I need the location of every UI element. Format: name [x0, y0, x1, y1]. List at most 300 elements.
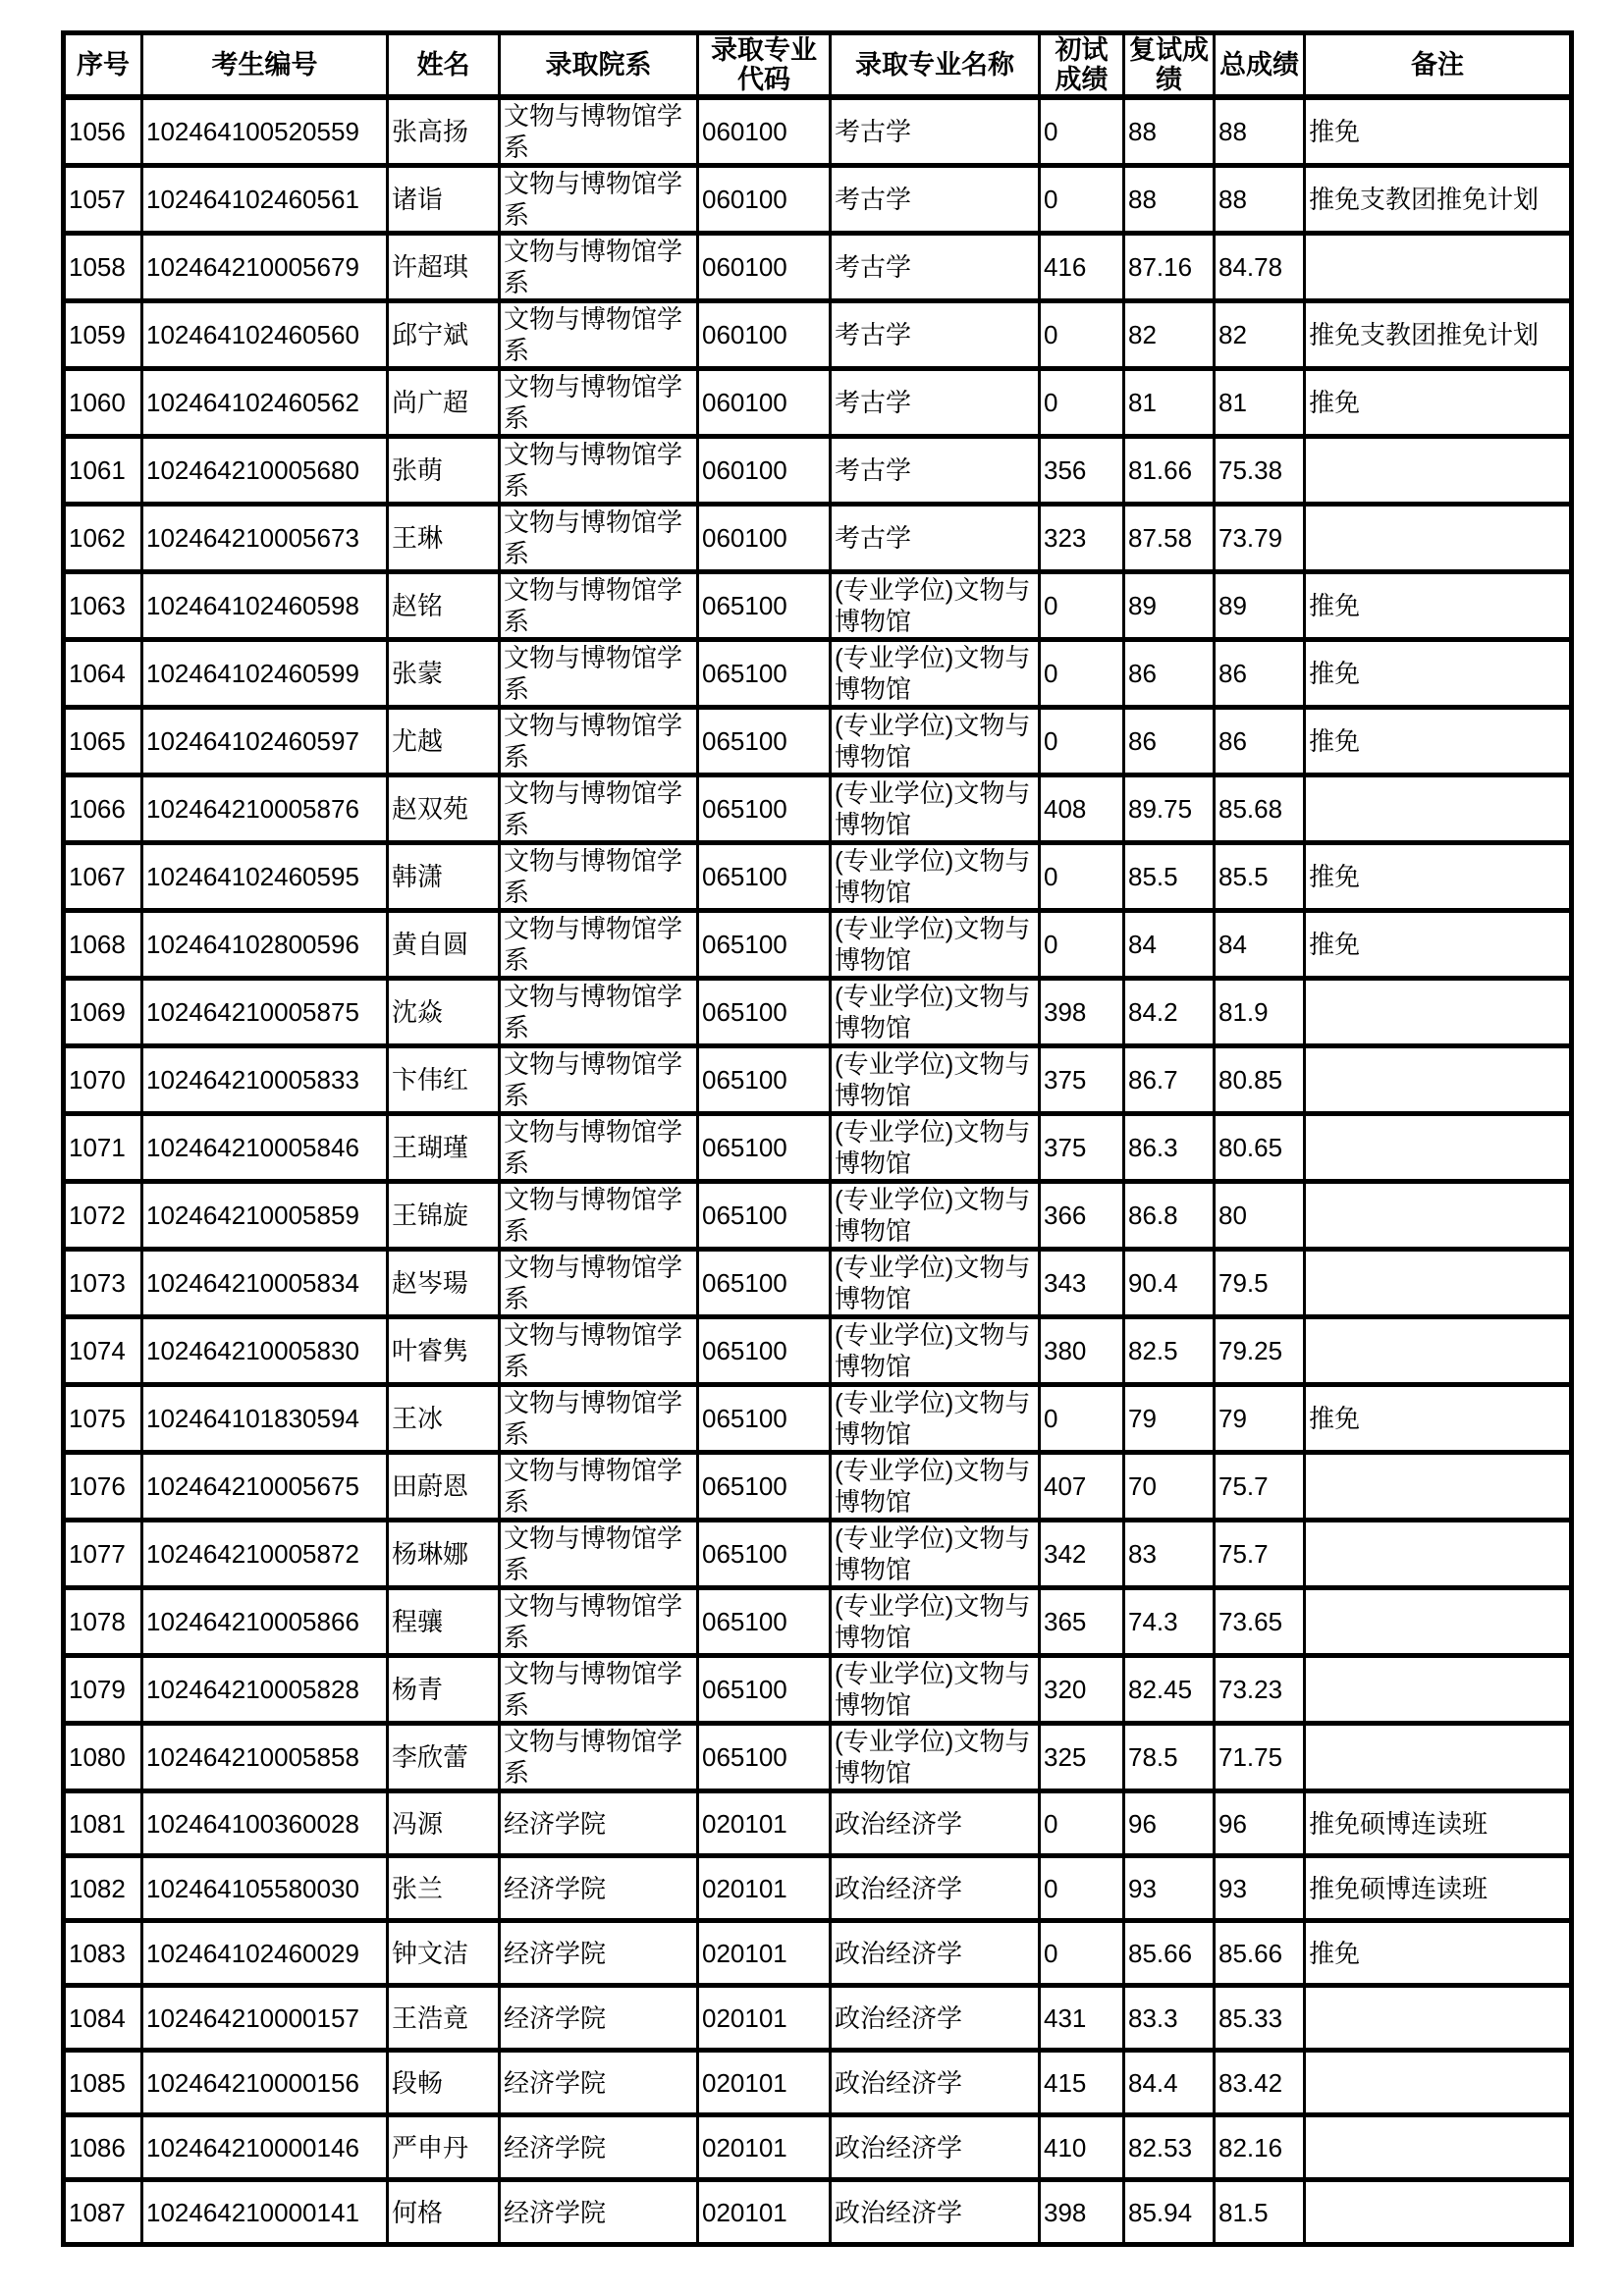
cell-candidate-id: 102464102800596	[142, 911, 388, 979]
cell-candidate-id: 102464102460595	[142, 843, 388, 911]
cell-prelim-score: 398	[1040, 2180, 1124, 2245]
cell-major-code: 065100	[698, 1588, 831, 1656]
cell-note: 推免	[1305, 1921, 1572, 1986]
cell-note	[1305, 1453, 1572, 1521]
cell-note	[1305, 1046, 1572, 1114]
cell-prelim-score: 366	[1040, 1182, 1124, 1250]
cell-retest-score: 84.4	[1124, 2051, 1215, 2115]
cell-retest-score: 84	[1124, 911, 1215, 979]
cell-retest-score: 79	[1124, 1385, 1215, 1453]
cell-seq: 1080	[64, 1724, 142, 1791]
cell-name: 叶睿隽	[388, 1317, 500, 1385]
cell-department: 文物与博物馆学系	[500, 640, 698, 708]
cell-total-score: 73.79	[1215, 505, 1305, 572]
cell-department: 文物与博物馆学系	[500, 1588, 698, 1656]
cell-retest-score: 85.5	[1124, 843, 1215, 911]
cell-name: 王冰	[388, 1385, 500, 1453]
cell-name: 尚广超	[388, 369, 500, 437]
table-row	[64, 1856, 1572, 1921]
cell-total-score: 79.25	[1215, 1317, 1305, 1385]
table-row	[64, 775, 1572, 843]
header-row	[64, 33, 1572, 98]
cell-prelim-score: 398	[1040, 979, 1124, 1046]
cell-department: 经济学院	[500, 2115, 698, 2180]
cell-retest-score: 84.2	[1124, 979, 1215, 1046]
cell-major-name: 考古学	[831, 505, 1040, 572]
cell-retest-score: 70	[1124, 1453, 1215, 1521]
cell-department: 文物与博物馆学系	[500, 572, 698, 640]
table-row	[64, 97, 1572, 166]
cell-major-code: 020101	[698, 2180, 831, 2245]
cell-total-score: 81.5	[1215, 2180, 1305, 2245]
cell-total-score: 79.5	[1215, 1250, 1305, 1317]
table-row	[64, 1453, 1572, 1521]
cell-name: 许超琪	[388, 234, 500, 301]
cell-total-score: 86	[1215, 640, 1305, 708]
cell-major-name: (专业学位)文物与博物馆	[831, 1250, 1040, 1317]
cell-prelim-score: 415	[1040, 2051, 1124, 2115]
table-row	[64, 640, 1572, 708]
cell-prelim-score: 375	[1040, 1114, 1124, 1182]
cell-retest-score: 81	[1124, 369, 1215, 437]
cell-seq: 1071	[64, 1114, 142, 1182]
cell-name: 诸诣	[388, 166, 500, 234]
cell-department: 经济学院	[500, 1986, 698, 2051]
cell-major-code: 065100	[698, 1250, 831, 1317]
cell-major-name: 政治经济学	[831, 2180, 1040, 2245]
cell-name: 杨琳娜	[388, 1521, 500, 1588]
cell-department: 文物与博物馆学系	[500, 1521, 698, 1588]
cell-seq: 1065	[64, 708, 142, 775]
cell-major-code: 065100	[698, 1724, 831, 1791]
cell-note	[1305, 2051, 1572, 2115]
cell-major-code: 020101	[698, 2115, 831, 2180]
cell-candidate-id: 102464101830594	[142, 1385, 388, 1453]
cell-candidate-id: 102464210000156	[142, 2051, 388, 2115]
cell-seq: 1064	[64, 640, 142, 708]
table-row	[64, 1724, 1572, 1791]
cell-note: 推免	[1305, 97, 1572, 166]
cell-prelim-score: 0	[1040, 1921, 1124, 1986]
cell-retest-score: 87.16	[1124, 234, 1215, 301]
cell-department: 经济学院	[500, 1856, 698, 1921]
cell-total-score: 75.7	[1215, 1453, 1305, 1521]
cell-name: 王瑚瑾	[388, 1114, 500, 1182]
table-row	[64, 1317, 1572, 1385]
cell-major-code: 065100	[698, 1046, 831, 1114]
cell-name: 尤越	[388, 708, 500, 775]
cell-candidate-id: 102464210005876	[142, 775, 388, 843]
cell-major-name: (专业学位)文物与博物馆	[831, 775, 1040, 843]
cell-prelim-score: 416	[1040, 234, 1124, 301]
cell-name: 赵岑瑒	[388, 1250, 500, 1317]
cell-seq: 1067	[64, 843, 142, 911]
cell-name: 黄自圆	[388, 911, 500, 979]
cell-note	[1305, 2115, 1572, 2180]
table-row	[64, 911, 1572, 979]
cell-prelim-score: 320	[1040, 1656, 1124, 1724]
cell-candidate-id: 102464102460562	[142, 369, 388, 437]
cell-major-code: 060100	[698, 166, 831, 234]
cell-seq: 1077	[64, 1521, 142, 1588]
cell-prelim-score: 0	[1040, 572, 1124, 640]
cell-retest-score: 83.3	[1124, 1986, 1215, 2051]
cell-candidate-id: 102464210000141	[142, 2180, 388, 2245]
cell-department: 文物与博物馆学系	[500, 369, 698, 437]
cell-prelim-score: 375	[1040, 1046, 1124, 1114]
cell-department: 文物与博物馆学系	[500, 1453, 698, 1521]
header-major-code: 录取专业代码	[698, 33, 831, 98]
cell-major-name: (专业学位)文物与博物馆	[831, 843, 1040, 911]
header-retest-score: 复试成绩	[1124, 33, 1215, 98]
cell-total-score: 83.42	[1215, 2051, 1305, 2115]
cell-candidate-id: 102464210005834	[142, 1250, 388, 1317]
cell-candidate-id: 102464105580030	[142, 1856, 388, 1921]
cell-candidate-id: 102464210005872	[142, 1521, 388, 1588]
cell-name: 田蔚恩	[388, 1453, 500, 1521]
table-row	[64, 1385, 1572, 1453]
table-row	[64, 1588, 1572, 1656]
cell-note: 推免	[1305, 708, 1572, 775]
cell-major-name: 考古学	[831, 166, 1040, 234]
cell-candidate-id: 102464210005830	[142, 1317, 388, 1385]
cell-retest-score: 93	[1124, 1856, 1215, 1921]
cell-seq: 1066	[64, 775, 142, 843]
cell-note	[1305, 437, 1572, 505]
table-row	[64, 437, 1572, 505]
cell-prelim-score: 0	[1040, 640, 1124, 708]
cell-department: 文物与博物馆学系	[500, 775, 698, 843]
cell-candidate-id: 102464210005680	[142, 437, 388, 505]
cell-prelim-score: 0	[1040, 369, 1124, 437]
cell-total-score: 75.38	[1215, 437, 1305, 505]
cell-seq: 1056	[64, 97, 142, 166]
cell-department: 文物与博物馆学系	[500, 166, 698, 234]
table-row	[64, 2115, 1572, 2180]
cell-major-name: 政治经济学	[831, 1921, 1040, 1986]
cell-candidate-id: 102464210005673	[142, 505, 388, 572]
cell-major-name: (专业学位)文物与博物馆	[831, 1588, 1040, 1656]
cell-retest-score: 86	[1124, 640, 1215, 708]
cell-note: 推免	[1305, 369, 1572, 437]
cell-retest-score: 88	[1124, 166, 1215, 234]
cell-major-name: (专业学位)文物与博物馆	[831, 640, 1040, 708]
cell-note	[1305, 1114, 1572, 1182]
cell-total-score: 85.68	[1215, 775, 1305, 843]
cell-major-code: 065100	[698, 572, 831, 640]
table-row	[64, 572, 1572, 640]
cell-name: 邱宁斌	[388, 301, 500, 369]
cell-major-name: 考古学	[831, 437, 1040, 505]
cell-major-code: 065100	[698, 979, 831, 1046]
cell-prelim-score: 356	[1040, 437, 1124, 505]
cell-major-name: (专业学位)文物与博物馆	[831, 1521, 1040, 1588]
cell-major-name: 考古学	[831, 234, 1040, 301]
cell-total-score: 81	[1215, 369, 1305, 437]
cell-major-code: 065100	[698, 708, 831, 775]
cell-candidate-id: 102464102460561	[142, 166, 388, 234]
cell-major-name: 政治经济学	[831, 2115, 1040, 2180]
cell-retest-score: 83	[1124, 1521, 1215, 1588]
cell-major-name: 政治经济学	[831, 1986, 1040, 2051]
cell-major-name: (专业学位)文物与博物馆	[831, 1317, 1040, 1385]
cell-retest-score: 81.66	[1124, 437, 1215, 505]
cell-prelim-score: 380	[1040, 1317, 1124, 1385]
cell-major-name: 考古学	[831, 301, 1040, 369]
cell-department: 文物与博物馆学系	[500, 301, 698, 369]
cell-prelim-score: 0	[1040, 301, 1124, 369]
cell-retest-score: 89	[1124, 572, 1215, 640]
cell-major-code: 065100	[698, 1182, 831, 1250]
cell-prelim-score: 0	[1040, 1856, 1124, 1921]
cell-note	[1305, 234, 1572, 301]
cell-major-name: (专业学位)文物与博物馆	[831, 1182, 1040, 1250]
cell-prelim-score: 343	[1040, 1250, 1124, 1317]
cell-major-code: 020101	[698, 1791, 831, 1856]
cell-department: 文物与博物馆学系	[500, 505, 698, 572]
cell-department: 文物与博物馆学系	[500, 843, 698, 911]
cell-candidate-id: 102464100520559	[142, 97, 388, 166]
cell-department: 文物与博物馆学系	[500, 1114, 698, 1182]
header-department: 录取院系	[500, 33, 698, 98]
cell-total-score: 73.65	[1215, 1588, 1305, 1656]
cell-retest-score: 82.45	[1124, 1656, 1215, 1724]
cell-note	[1305, 1656, 1572, 1724]
cell-major-code: 065100	[698, 1317, 831, 1385]
cell-candidate-id: 102464102460598	[142, 572, 388, 640]
cell-prelim-score: 325	[1040, 1724, 1124, 1791]
cell-major-code: 060100	[698, 97, 831, 166]
cell-candidate-id: 102464210005875	[142, 979, 388, 1046]
cell-department: 经济学院	[500, 1921, 698, 1986]
table-row	[64, 166, 1572, 234]
cell-major-code: 060100	[698, 437, 831, 505]
table-row	[64, 979, 1572, 1046]
cell-note	[1305, 505, 1572, 572]
cell-prelim-score: 408	[1040, 775, 1124, 843]
cell-retest-score: 87.58	[1124, 505, 1215, 572]
table-row	[64, 843, 1572, 911]
table-row	[64, 1046, 1572, 1114]
cell-candidate-id: 102464210005859	[142, 1182, 388, 1250]
cell-note	[1305, 2180, 1572, 2245]
cell-department: 文物与博物馆学系	[500, 1317, 698, 1385]
cell-retest-score: 85.94	[1124, 2180, 1215, 2245]
cell-candidate-id: 102464100360028	[142, 1791, 388, 1856]
cell-major-name: 政治经济学	[831, 1856, 1040, 1921]
cell-prelim-score: 0	[1040, 166, 1124, 234]
cell-major-code: 020101	[698, 1921, 831, 1986]
cell-department: 文物与博物馆学系	[500, 979, 698, 1046]
cell-major-code: 065100	[698, 775, 831, 843]
table-row	[64, 1986, 1572, 2051]
cell-major-name: (专业学位)文物与博物馆	[831, 1114, 1040, 1182]
cell-total-score: 80	[1215, 1182, 1305, 1250]
cell-major-name: (专业学位)文物与博物馆	[831, 1385, 1040, 1453]
cell-seq: 1068	[64, 911, 142, 979]
cell-seq: 1083	[64, 1921, 142, 1986]
cell-retest-score: 78.5	[1124, 1724, 1215, 1791]
cell-major-code: 020101	[698, 1986, 831, 2051]
cell-major-code: 065100	[698, 911, 831, 979]
cell-note	[1305, 1521, 1572, 1588]
cell-major-code: 065100	[698, 1521, 831, 1588]
cell-note: 推免	[1305, 911, 1572, 979]
cell-seq: 1082	[64, 1856, 142, 1921]
cell-major-code: 065100	[698, 640, 831, 708]
cell-department: 文物与博物馆学系	[500, 708, 698, 775]
cell-retest-score: 82	[1124, 301, 1215, 369]
header-candidate-id: 考生编号	[142, 33, 388, 98]
cell-prelim-score: 410	[1040, 2115, 1124, 2180]
admission-table	[61, 30, 1574, 2247]
cell-prelim-score: 0	[1040, 1385, 1124, 1453]
table-row	[64, 505, 1572, 572]
cell-major-name: (专业学位)文物与博物馆	[831, 572, 1040, 640]
cell-major-name: (专业学位)文物与博物馆	[831, 979, 1040, 1046]
cell-retest-score: 90.4	[1124, 1250, 1215, 1317]
cell-name: 何格	[388, 2180, 500, 2245]
cell-department: 经济学院	[500, 1791, 698, 1856]
cell-retest-score: 88	[1124, 97, 1215, 166]
cell-candidate-id: 102464210005675	[142, 1453, 388, 1521]
cell-candidate-id: 102464102460597	[142, 708, 388, 775]
cell-department: 文物与博物馆学系	[500, 437, 698, 505]
cell-total-score: 85.5	[1215, 843, 1305, 911]
header-note: 备注	[1305, 33, 1572, 98]
cell-major-name: 考古学	[831, 369, 1040, 437]
cell-name: 冯源	[388, 1791, 500, 1856]
cell-name: 沈焱	[388, 979, 500, 1046]
cell-total-score: 79	[1215, 1385, 1305, 1453]
cell-candidate-id: 102464210005846	[142, 1114, 388, 1182]
cell-department: 文物与博物馆学系	[500, 1182, 698, 1250]
cell-department: 文物与博物馆学系	[500, 234, 698, 301]
cell-seq: 1057	[64, 166, 142, 234]
cell-department: 文物与博物馆学系	[500, 1250, 698, 1317]
cell-seq: 1076	[64, 1453, 142, 1521]
cell-note: 推免硕博连读班	[1305, 1856, 1572, 1921]
cell-name: 赵双苑	[388, 775, 500, 843]
cell-seq: 1072	[64, 1182, 142, 1250]
cell-department: 经济学院	[500, 2180, 698, 2245]
cell-name: 卞伟红	[388, 1046, 500, 1114]
cell-prelim-score: 431	[1040, 1986, 1124, 2051]
cell-name: 王浩竟	[388, 1986, 500, 2051]
table-row	[64, 1250, 1572, 1317]
cell-prelim-score: 342	[1040, 1521, 1124, 1588]
cell-total-score: 96	[1215, 1791, 1305, 1856]
cell-name: 钟文洁	[388, 1921, 500, 1986]
cell-major-name: (专业学位)文物与博物馆	[831, 1453, 1040, 1521]
table-row	[64, 234, 1572, 301]
cell-note	[1305, 1250, 1572, 1317]
cell-seq: 1087	[64, 2180, 142, 2245]
cell-major-code: 065100	[698, 1453, 831, 1521]
table-row	[64, 1921, 1572, 1986]
cell-major-name: (专业学位)文物与博物馆	[831, 1046, 1040, 1114]
cell-note: 推免支教团推免计划	[1305, 301, 1572, 369]
cell-seq: 1070	[64, 1046, 142, 1114]
table-row	[64, 1114, 1572, 1182]
cell-note	[1305, 1724, 1572, 1791]
cell-department: 文物与博物馆学系	[500, 1046, 698, 1114]
cell-name: 张萌	[388, 437, 500, 505]
cell-name: 李欣蕾	[388, 1724, 500, 1791]
cell-department: 文物与博物馆学系	[500, 97, 698, 166]
cell-note	[1305, 775, 1572, 843]
cell-seq: 1078	[64, 1588, 142, 1656]
cell-department: 文物与博物馆学系	[500, 911, 698, 979]
table-row	[64, 1656, 1572, 1724]
cell-candidate-id: 102464102460599	[142, 640, 388, 708]
cell-total-score: 82.16	[1215, 2115, 1305, 2180]
cell-department: 文物与博物馆学系	[500, 1724, 698, 1791]
table-row	[64, 708, 1572, 775]
cell-seq: 1085	[64, 2051, 142, 2115]
cell-retest-score: 96	[1124, 1791, 1215, 1856]
table-row	[64, 2180, 1572, 2245]
cell-prelim-score: 365	[1040, 1588, 1124, 1656]
cell-prelim-score: 0	[1040, 708, 1124, 775]
cell-prelim-score: 407	[1040, 1453, 1124, 1521]
cell-prelim-score: 0	[1040, 97, 1124, 166]
cell-candidate-id: 102464210005679	[142, 234, 388, 301]
cell-seq: 1058	[64, 234, 142, 301]
cell-department: 文物与博物馆学系	[500, 1656, 698, 1724]
cell-name: 王锦旋	[388, 1182, 500, 1250]
cell-seq: 1061	[64, 437, 142, 505]
cell-retest-score: 86.3	[1124, 1114, 1215, 1182]
cell-name: 张兰	[388, 1856, 500, 1921]
cell-major-name: 政治经济学	[831, 2051, 1040, 2115]
cell-note: 推免支教团推免计划	[1305, 166, 1572, 234]
cell-candidate-id: 102464210005833	[142, 1046, 388, 1114]
cell-total-score: 75.7	[1215, 1521, 1305, 1588]
cell-retest-score: 74.3	[1124, 1588, 1215, 1656]
cell-retest-score: 86.8	[1124, 1182, 1215, 1250]
cell-note	[1305, 1317, 1572, 1385]
cell-major-code: 060100	[698, 505, 831, 572]
cell-major-code: 060100	[698, 301, 831, 369]
cell-total-score: 84	[1215, 911, 1305, 979]
cell-prelim-score: 0	[1040, 1791, 1124, 1856]
cell-name: 严申丹	[388, 2115, 500, 2180]
cell-seq: 1084	[64, 1986, 142, 2051]
header-total-score: 总成绩	[1215, 33, 1305, 98]
cell-candidate-id: 102464210000157	[142, 1986, 388, 2051]
cell-candidate-id: 102464102460029	[142, 1921, 388, 1986]
cell-seq: 1079	[64, 1656, 142, 1724]
cell-name: 张高扬	[388, 97, 500, 166]
cell-major-name: 考古学	[831, 97, 1040, 166]
cell-total-score: 85.33	[1215, 1986, 1305, 2051]
cell-major-name: (专业学位)文物与博物馆	[831, 911, 1040, 979]
table-row	[64, 1182, 1572, 1250]
cell-name: 韩潇	[388, 843, 500, 911]
cell-major-code: 065100	[698, 1385, 831, 1453]
cell-note: 推免	[1305, 572, 1572, 640]
cell-major-code: 065100	[698, 1656, 831, 1724]
cell-retest-score: 86	[1124, 708, 1215, 775]
cell-note: 推免	[1305, 640, 1572, 708]
header-name: 姓名	[388, 33, 500, 98]
cell-name: 张蒙	[388, 640, 500, 708]
cell-seq: 1074	[64, 1317, 142, 1385]
cell-prelim-score: 0	[1040, 843, 1124, 911]
cell-candidate-id: 102464210005858	[142, 1724, 388, 1791]
cell-seq: 1069	[64, 979, 142, 1046]
